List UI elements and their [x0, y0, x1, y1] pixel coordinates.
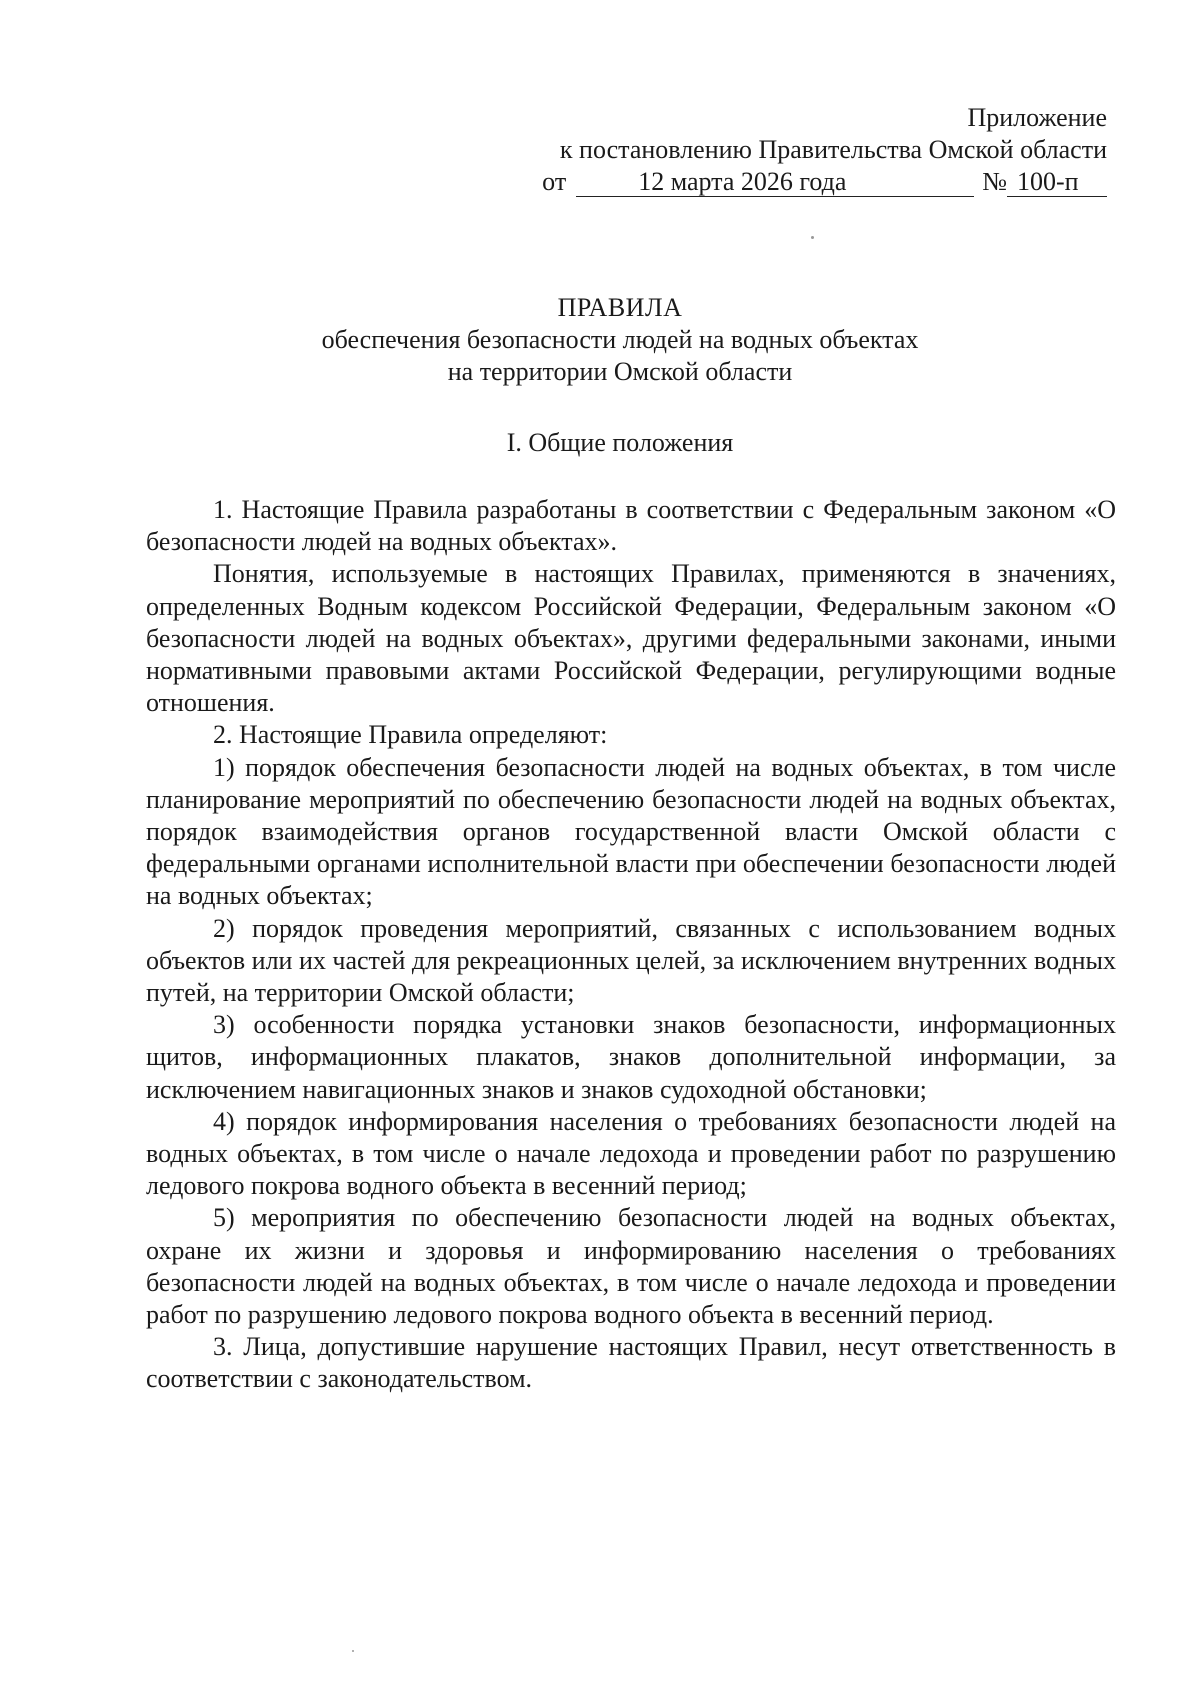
resolution-number: 100-п	[1007, 168, 1107, 197]
scan-speck	[811, 236, 814, 239]
resolution-reference: к постановлению Правительства Омской области	[559, 135, 1107, 164]
appendix-label: Приложение	[967, 103, 1107, 132]
document-subtitle-line-1: обеспечения безопасности людей на водных объектах	[321, 325, 919, 354]
appendix-header	[467, 102, 1107, 198]
section-heading: I. Общие положения	[506, 428, 734, 457]
document-title: ПРАВИЛА	[557, 293, 683, 322]
subitem-3: 3) особенности порядка установки знаков безопасности, информационных щитов, информационных плакатов, знаков дополнительной информации, за исключением навигационных знаков и знаков судоходной обстановки;	[146, 1010, 1116, 1104]
subitem-1: 1) порядок обеспечения безопасности людей на водных объектах, в том числе планирование мероприятий по обеспечению безопасности людей на водных объектах, порядок взаимодействия органов государственной власти Омской области с федеральными органами исполнительной власти при обеспечении безопасности людей на водных объектах;	[146, 752, 1116, 911]
scan-speck	[352, 1650, 354, 1652]
number-label: №	[982, 167, 1007, 196]
document-subtitle-line-2: на территории Омской области	[447, 357, 793, 386]
date-prefix: от	[542, 167, 567, 196]
paragraph-2: 2. Настоящие Правила определяют:	[213, 720, 608, 750]
document-body	[146, 494, 1116, 1396]
paragraph-3: 3. Лица, допустившие нарушение настоящих Правил, несут ответственность в соответствии с законодательством.	[146, 1332, 1116, 1394]
subitem-4: 4) порядок информирования населения о требованиях безопасности людей на водных объектах, в том числе о начале ледохода и проведении работ по разрушению ледового покрова водного объекта в весенний период;	[146, 1106, 1116, 1201]
resolution-date: 12 марта 2026 года	[576, 168, 974, 197]
document-title-block	[120, 292, 1120, 388]
date-number-line	[467, 166, 1107, 198]
paragraph-1: 1. Настоящие Правила разработаны в соответствии с Федеральным законом «О безопасности людей на водных объектах».	[146, 495, 1116, 557]
subitem-2: 2) порядок проведения мероприятий, связанных с использованием водных объектов или их частей для рекреационных целей, за исключением внутренних водных путей, на территории Омской области;	[146, 913, 1116, 1008]
paragraph-definitions: Понятия, используемые в настоящих Правилах, применяются в значениях, определенных Водным кодексом Российской Федерации, Федеральным законом «О безопасности людей на водных объектах», другими федеральными законами, иными нормативными правовыми актами Российской Федерации, регулирующими водные отношения.	[146, 559, 1116, 718]
subitem-5: 5) мероприятия по обеспечению безопасности людей на водных объектах, охране их жизни и здоровья и информированию населения о требованиях безопасности людей на водных объектах, в том числе о начале ледохода и проведении работ по разрушению ледового покрова водного объекта в весенний период.	[146, 1203, 1116, 1330]
